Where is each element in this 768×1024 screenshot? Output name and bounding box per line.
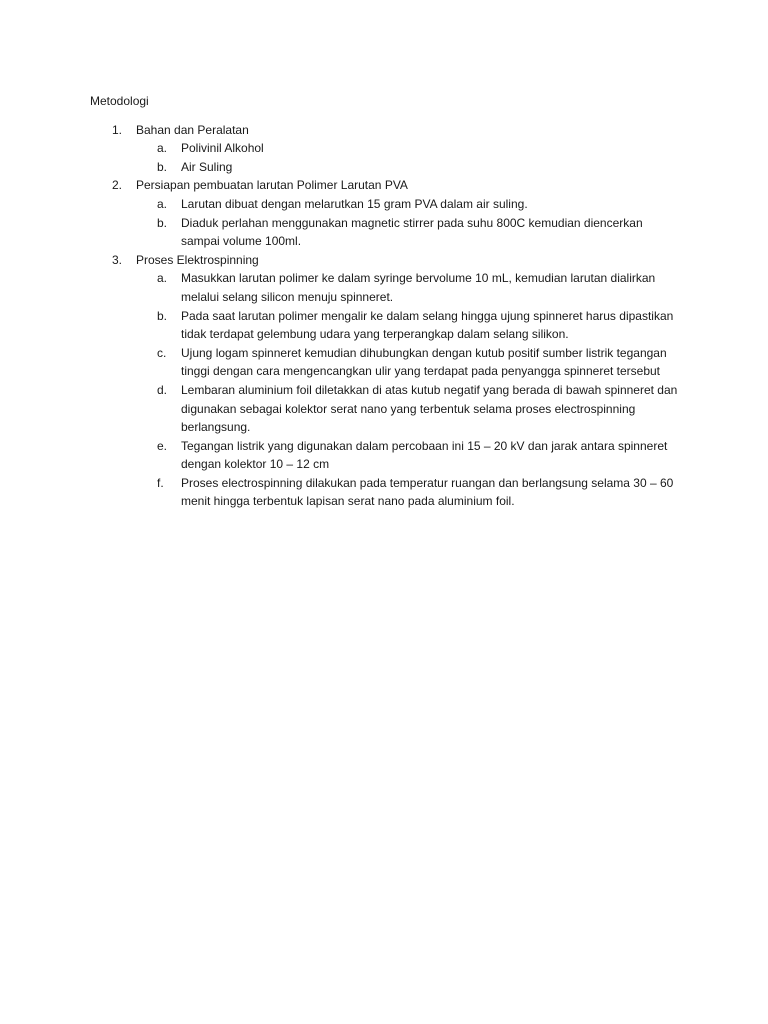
subitem-text: Diaduk perlahan menggunakan magnetic stirrer pada suhu 800C kemudian diencerkan sampai volume 100ml. xyxy=(181,215,643,249)
subitem xyxy=(136,344,680,381)
subitem-text: Lembaran aluminium foil diletakkan di atas kutub negatif yang berada di bawah spinneret dan digunakan sebagai kolektor serat nano yang terbentuk selama proses electrospinning berlangsung. xyxy=(181,382,678,435)
subitem-letter: b. xyxy=(157,215,168,230)
subitem-letter: e. xyxy=(157,438,168,453)
subitem-list xyxy=(136,139,680,176)
subitem xyxy=(136,139,680,158)
subitem-text: Pada saat larutan polimer mengalir ke dalam selang hingga ujung spinneret harus dipastikan tidak terdapat gelembung udara yang terperangkap dalam selang silikon. xyxy=(181,308,674,342)
subitem xyxy=(136,437,680,474)
subitem xyxy=(136,307,680,344)
subitem-text: Tegangan listrik yang digunakan dalam percobaan ini 15 – 20 kV dan jarak antara spinneret dengan kolektor 10 – 12 cm xyxy=(181,438,668,472)
subitem xyxy=(136,269,680,306)
subitem-text: Air Suling xyxy=(181,159,233,174)
subitem-text: Larutan dibuat dengan melarutkan 15 gram PVA dalam air suling. xyxy=(181,196,528,211)
subitem-letter: d. xyxy=(157,382,168,397)
document-heading: Metodologi xyxy=(90,94,149,108)
section-title: Proses Elektrospinning xyxy=(136,252,259,267)
subitem-letter: a. xyxy=(157,271,168,286)
section-item xyxy=(90,176,680,250)
subitem-letter: a. xyxy=(157,141,168,156)
document-body xyxy=(90,92,680,511)
subitem-letter: a. xyxy=(157,196,168,211)
section-title: Persiapan pembuatan larutan Polimer Larutan PVA xyxy=(136,178,408,193)
subitem-letter: b. xyxy=(157,159,168,174)
subitem xyxy=(136,381,680,437)
subitem-list xyxy=(136,269,680,511)
subitem-letter: c. xyxy=(157,345,167,360)
subitem-text: Proses electrospinning dilakukan pada temperatur ruangan dan berlangsung selama 30 – 60 menit hingga terbentuk lapisan serat nano pada aluminium foil. xyxy=(181,475,674,509)
subitem-letter: f. xyxy=(157,475,164,490)
section-number: 3. xyxy=(112,252,123,267)
subitem-text: Masukkan larutan polimer ke dalam syringe bervolume 10 mL, kemudian larutan dialirkan melalui selang silicon menuju spinneret. xyxy=(181,271,656,304)
subitem xyxy=(136,158,680,177)
subitem-list xyxy=(136,195,680,251)
section-number: 2. xyxy=(112,178,123,193)
subitem xyxy=(136,195,680,214)
subitem xyxy=(136,474,680,511)
section-number: 1. xyxy=(112,122,123,137)
subitem-letter: b. xyxy=(157,308,168,323)
subitem-text: Polivinil Alkohol xyxy=(181,141,264,156)
subitem-text: Ujung logam spinneret kemudian dihubungkan dengan kutub positif sumber listrik tegangan tinggi dengan cara mengencangkan ulir yang terdapat pada penyangga spinneret tersebut xyxy=(181,345,667,379)
section-title: Bahan dan Peralatan xyxy=(136,122,249,137)
section-item xyxy=(90,251,680,511)
section-list xyxy=(90,121,680,511)
subitem xyxy=(136,214,680,251)
section-item xyxy=(90,121,680,177)
